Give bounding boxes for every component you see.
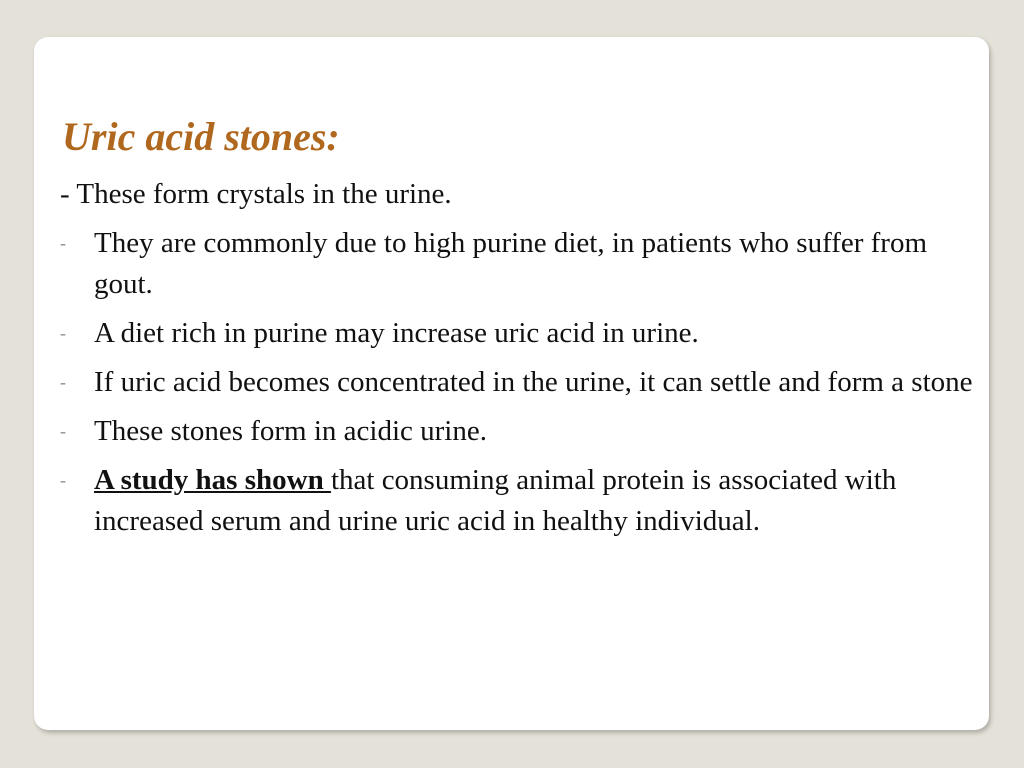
intro-line: - These form crystals in the urine. <box>60 178 452 210</box>
study-emphasis: A study has shown <box>94 464 331 496</box>
bullet-marker: - <box>60 233 66 253</box>
bullet-item <box>60 362 980 403</box>
bullet-text: These stones form in acidic urine. <box>94 415 487 447</box>
slide-title: Uric acid stones: <box>62 114 340 159</box>
bullet-marker: - <box>60 470 66 490</box>
bullet-item <box>60 313 980 354</box>
bullet-list <box>60 223 980 550</box>
study-text: that consuming animal protein is associated with increased serum and urine uric acid in healthy individual. <box>94 464 897 537</box>
bullet-item <box>60 411 980 452</box>
bullet-text <box>94 464 896 537</box>
bullet-marker: - <box>60 323 66 343</box>
bullet-text: They are commonly due to high purine diet, in patients who suffer from gout. <box>94 227 928 300</box>
bullet-item <box>60 460 980 542</box>
bullet-marker: - <box>60 372 66 392</box>
bullet-item <box>60 223 980 305</box>
slide-frame <box>34 37 989 730</box>
bullet-marker: - <box>60 421 66 441</box>
bullet-text: A diet rich in purine may increase uric acid in urine. <box>94 317 699 349</box>
bullet-text: If uric acid becomes concentrated in the urine, it can settle and form a stone <box>94 366 973 398</box>
